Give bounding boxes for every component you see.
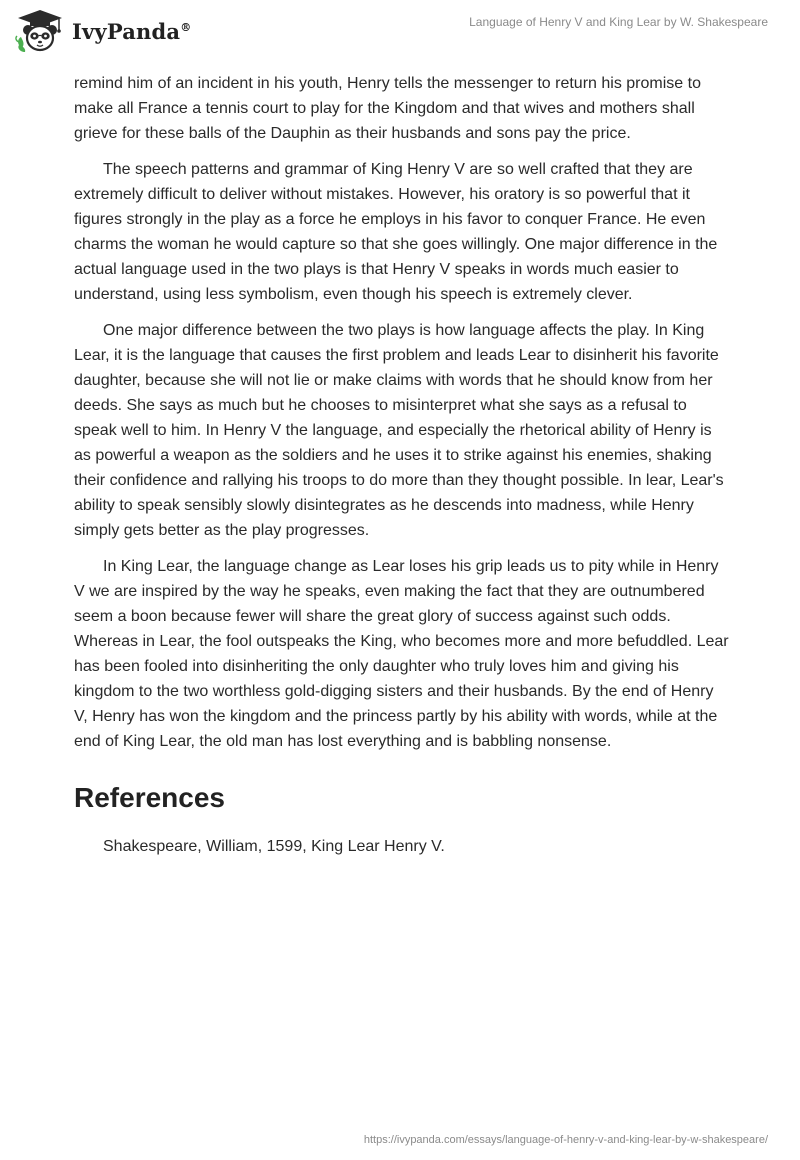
document-title: Language of Henry V and King Lear by W. Shakespeare [469,15,768,29]
reference-item: Shakespeare, William, 1599, King Lear Henry V. [103,838,445,855]
paragraph-continuation: remind him of an incident in his youth, Henry tells the messenger to return his promise to make all France a tennis court to play for the Kingdom and that wives and mothers shall grieve for these balls of the Dauphin as their husbands and sons pay the price. [74,75,701,142]
essay-content [74,71,730,859]
brand-name: IvyPanda® [72,18,192,44]
references-heading: References [74,782,225,813]
panda-graduate-icon [14,8,66,54]
paragraph: In King Lear, the language change as Lear loses his grip leads us to pity while in Henry V we are inspired by the way he speaks, even making the fact that they are outnumbered seem a boon because fewer will share the great glory of success against such odds. Whereas in Lear, the fool outspeaks the King, who becomes more and more befuddled. Lear has been fooled into disinheriting the only daughter who truly loves him and giving his kingdom to the two worthless gold-digging sisters and their husbands. By the end of Henry V, Henry has won the kingdom and the princess partly by his ability with words, while at the end of King Lear, the old man has lost everything and is babbling nonsense. [74,558,729,750]
ivypanda-logo[interactable] [14,8,191,54]
registered-mark: ® [180,20,192,34]
page-header [0,0,800,62]
paragraph: One major difference between the two plays is how language affects the play. In King Lear, it is the language that causes the first problem and leads Lear to disinherit his favorite daughter, because she will not lie or make claims with words that he should know from her deeds. She says as much but he chooses to misinterpret what she says as a refusal to speak well to him. In Henry V the language, and especially the rhetorical ability of Henry is as powerful a weapon as the soldiers and he uses it to strike against his enemies, shaking their confidence and rallying his troops to do more than they thought possible. In lear, Lear's ability to speak sensibly slowly disintegrates as he descends into madness, while Henry simply gets better as the play progresses. [74,322,724,539]
paragraph: The speech patterns and grammar of King Henry V are so well crafted that they are extremely difficult to deliver without mistakes. However, his oratory is so powerful that it figures strongly in the play as a force he employs in his favor to conquer France. He even charms the woman he would capture so that she goes willingly. One major difference in the actual language used in the two plays is that Henry V speaks in words much easier to understand, using less symbolism, even though his speech is extremely clever. [74,161,718,303]
source-url[interactable]: https://ivypanda.com/essays/language-of-henry-v-and-king-lear-by-w-shakespeare/ [363,1134,768,1146]
